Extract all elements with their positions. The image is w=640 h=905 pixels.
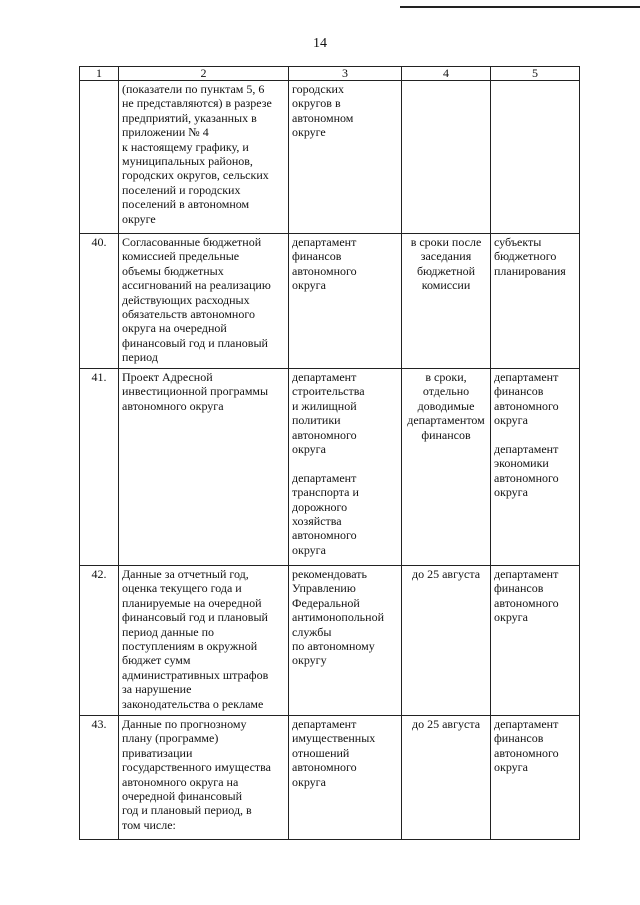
column-header: 4 <box>402 67 491 81</box>
row-number: 42. <box>80 566 119 716</box>
schedule-table <box>79 66 580 840</box>
table-row <box>80 81 580 234</box>
table-row <box>80 716 580 840</box>
recipient <box>491 81 580 234</box>
deadline: до 25 августа <box>402 566 491 716</box>
item-description: Данные по прогнозному плану (программе) приватизации государственного имущества автономного округа на очередной финансовый год и плановый период, в том числе: <box>119 716 289 840</box>
top-rule <box>400 6 640 8</box>
column-header: 1 <box>80 67 119 81</box>
responsible-party: департамент строительства и жилищной политики автономного округа департамент транспорта и дорожного хозяйства автономного округа <box>289 369 402 566</box>
item-description: Проект Адресной инвестиционной программы автономного округа <box>119 369 289 566</box>
responsible-party: городских округов в автономном округе <box>289 81 402 234</box>
page-number: 14 <box>313 36 327 51</box>
recipient: субъекты бюджетного планирования <box>491 234 580 369</box>
table-row <box>80 369 580 566</box>
deadline: до 25 августа <box>402 716 491 840</box>
row-number: 41. <box>80 369 119 566</box>
recipient: департамент финансов автономного округа департамент экономики автономного округа <box>491 369 580 566</box>
row-number: 43. <box>80 716 119 840</box>
table-row <box>80 566 580 716</box>
item-description: Согласованные бюджетной комиссией предельные объемы бюджетных ассигнований на реализацию действующих расходных обязательств автономного округа на очередной финансовый год и плановый период <box>119 234 289 369</box>
table-row <box>80 234 580 369</box>
responsible-party: рекомендовать Управлению Федеральной антимонопольной службы по автономному округу <box>289 566 402 716</box>
item-description: (показатели по пунктам 5, 6 не представляются) в разрезе предприятий, указанных в приложении № 4 к настоящему графику, и муниципальных районов, городских округов, сельских поселений и городских поселений в автономном округе <box>119 81 289 234</box>
deadline <box>402 81 491 234</box>
recipient: департамент финансов автономного округа <box>491 716 580 840</box>
row-number: 40. <box>80 234 119 369</box>
table-header-row <box>80 67 580 81</box>
responsible-party: департамент финансов автономного округа <box>289 234 402 369</box>
column-header: 2 <box>119 67 289 81</box>
deadline: в сроки, отдельно доводимые департаментом финансов <box>402 369 491 566</box>
recipient: департамент финансов автономного округа <box>491 566 580 716</box>
item-description: Данные за отчетный год, оценка текущего года и планируемые на очередной финансовый год и плановый период данные по поступлениям в окружной бюджет сумм административных штрафов за нарушение законодательства о рекламе <box>119 566 289 716</box>
row-number <box>80 81 119 234</box>
column-header: 5 <box>491 67 580 81</box>
responsible-party: департамент имущественных отношений автономного округа <box>289 716 402 840</box>
column-header: 3 <box>289 67 402 81</box>
deadline: в сроки после заседания бюджетной комиссии <box>402 234 491 369</box>
